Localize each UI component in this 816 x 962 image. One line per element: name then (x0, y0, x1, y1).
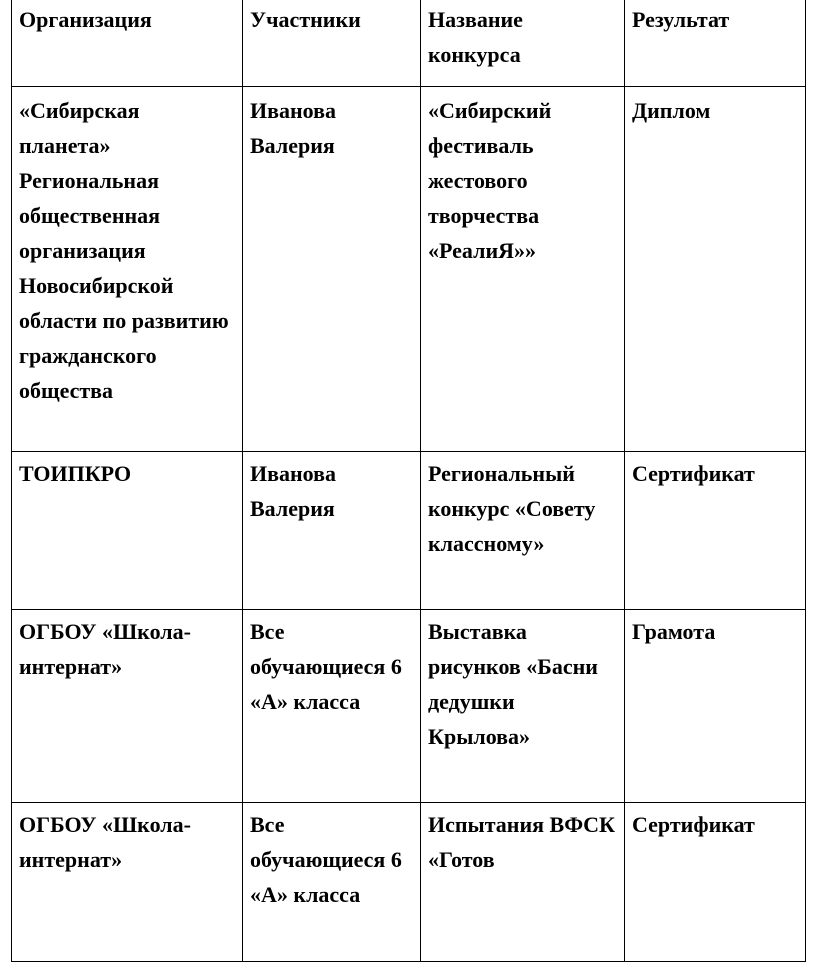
cell-participants: Иванова Валерия (243, 87, 421, 452)
table-row (12, 610, 806, 803)
cell-participants: Иванова Валерия (243, 452, 421, 610)
table-row (12, 452, 806, 610)
cell-participants: Все обучающиеся 6 «А» класса (243, 803, 421, 962)
cell-result: Сертификат (625, 803, 806, 962)
cell-organization: «Сибирская планета» Региональная общественная организация Новосибирской области по развитию гражданского общества (12, 87, 243, 452)
cell-result: Диплом (625, 87, 806, 452)
cell-contest: «Сибирский фестиваль жестового творчества «РеалиЯ»» (421, 87, 625, 452)
cell-participants: Все обучающиеся 6 «А» класса (243, 610, 421, 803)
header-organization: Организация (12, 0, 243, 87)
cell-contest: Региональный конкурс «Совету классному» (421, 452, 625, 610)
achievements-table-container (11, 0, 805, 962)
header-participants: Участники (243, 0, 421, 87)
achievements-table (11, 0, 806, 962)
header-result: Результат (625, 0, 806, 87)
cell-organization: ОГБОУ «Школа-интернат» (12, 610, 243, 803)
cell-result: Сертификат (625, 452, 806, 610)
cell-contest: Испытания ВФСК «Готов (421, 803, 625, 962)
table-row (12, 803, 806, 962)
cell-organization: ТОИПКРО (12, 452, 243, 610)
cell-organization: ОГБОУ «Школа-интернат» (12, 803, 243, 962)
table-header-row (12, 0, 806, 87)
header-contest-name: Название конкурса (421, 0, 625, 87)
cell-result: Грамота (625, 610, 806, 803)
table-row (12, 87, 806, 452)
cell-contest: Выставка рисунков «Басни дедушки Крылова» (421, 610, 625, 803)
